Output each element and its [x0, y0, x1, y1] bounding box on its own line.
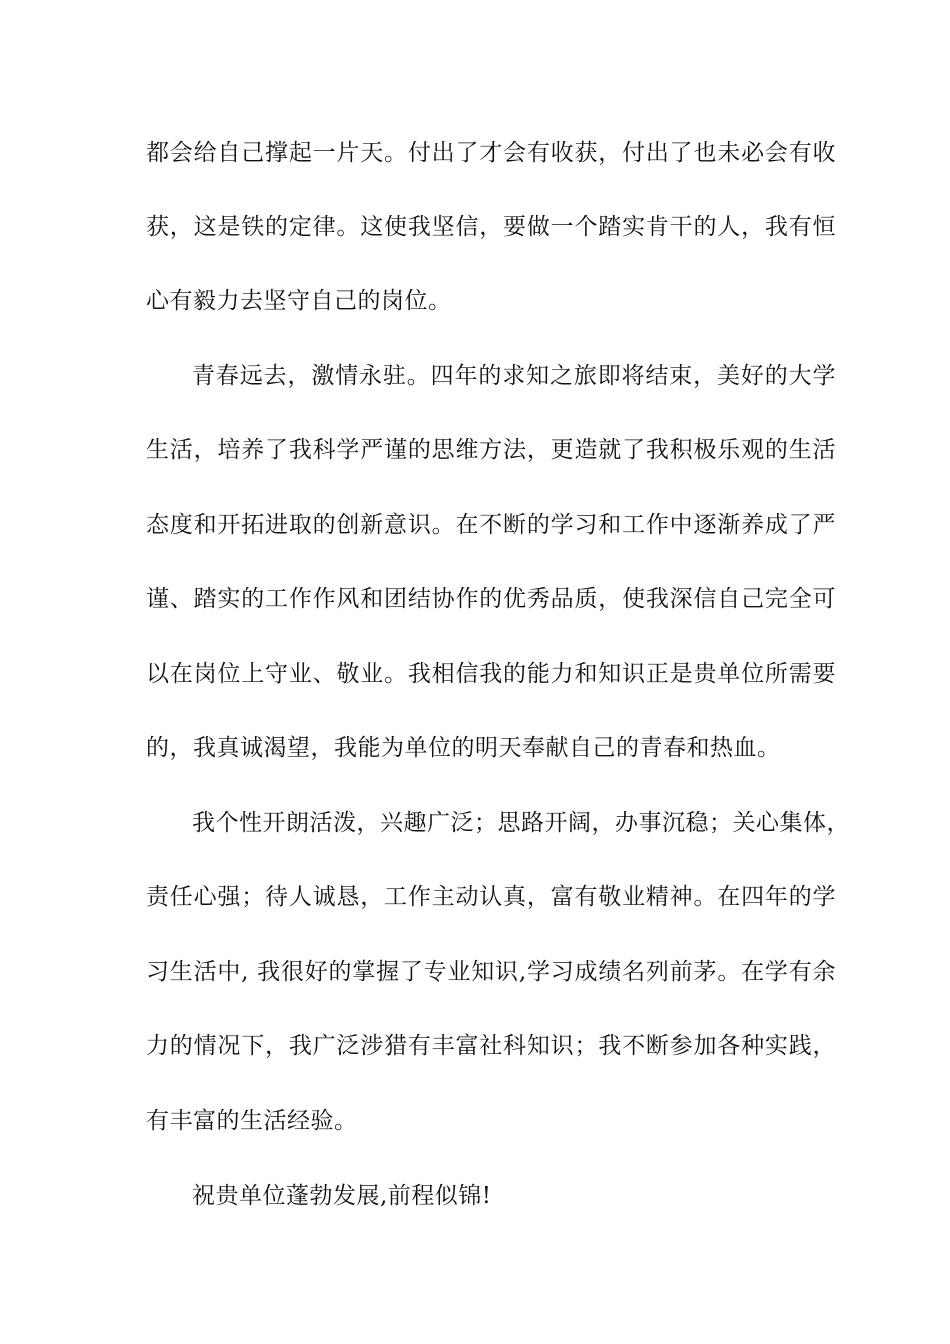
paragraph-line: 力的情况下，我广泛涉猎有丰富社科知识；我不断参加各种实践，: [146, 1033, 836, 1059]
paragraph-line: 的，我真诚渴望，我能为单位的明天奉献自己的青春和热血。: [146, 735, 781, 761]
paragraph-line: 谨、踏实的工作作风和团结协作的优秀品质，使我深信自己完全可: [146, 586, 836, 612]
paragraph-line: 生活，培养了我科学严谨的思维方法，更造就了我积极乐观的生活: [146, 437, 836, 463]
paragraph-line: 青春远去，激情永驻。四年的求知之旅即将结束，美好的大学: [192, 363, 836, 389]
paragraph-line: 都会给自己撑起一片天。付出了才会有收获，付出了也未必会有收: [146, 140, 836, 166]
paragraph-line: 心有毅力去坚守自己的岗位。: [146, 288, 452, 314]
paragraph-line: 我个性开朗活泼，兴趣广泛；思路开阔，办事沉稳；关心集体，: [192, 810, 850, 836]
paragraph-line: 有丰富的生活经验。: [146, 1108, 358, 1134]
paragraph-line: 习生活中, 我很好的掌握了专业知识,学习成绩名列前茅。在学有余: [146, 959, 836, 985]
paragraph-line: 责任心强；待人诚恳，工作主动认真，富有敬业精神。在四年的学: [146, 884, 836, 910]
paragraph-line: 获，这是铁的定律。这使我坚信，要做一个踏实肯干的人，我有恒: [146, 214, 836, 240]
paragraph-line: 以在岗位上守业、敬业。我相信我的能力和知识正是贵单位所需要: [146, 661, 836, 687]
closing-wish: 祝贵单位蓬勃发展,前程似锦!: [192, 1183, 492, 1209]
paragraph-line: 态度和开拓进取的创新意识。在不断的学习和工作中逐渐养成了严: [146, 512, 836, 538]
